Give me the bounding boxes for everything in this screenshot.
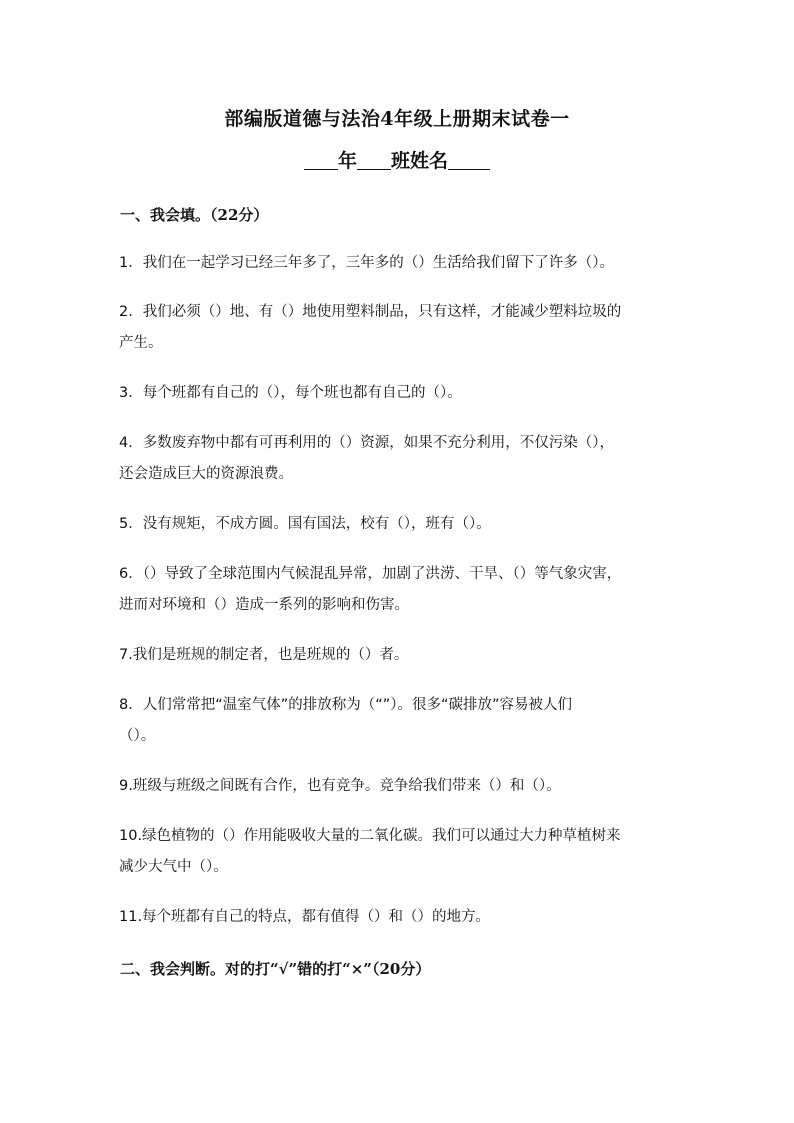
question-5 (119, 509, 679, 540)
section-1-heading: 一、我会填。（22分） (120, 206, 269, 224)
section-2-heading: 二、我会判断。对的打“√”错的打“×”（20分） (120, 960, 431, 978)
question-line: 5．没有规矩，不成方圆。国有国法，校有（），班有（）。 (119, 516, 491, 532)
question-line: 10.绿色植物的（）作用能吸收大量的二氧化碳。我们可以通过大力种草植树来 (119, 828, 621, 844)
question-line: 还会造成巨大的资源浪费。 (119, 466, 293, 482)
question-3 (119, 378, 679, 409)
question-line: 3．每个班都有自己的（），每个班也都有自己的（）。 (119, 385, 462, 401)
question-line: （）。 (119, 728, 156, 744)
question-1 (119, 248, 679, 279)
question-line: 9.班级与班级之间既有合作，也有竞争。竞争给我们带来（）和（）。 (119, 778, 561, 794)
question-line: 产生。 (119, 335, 163, 351)
grade-label: 年 (337, 150, 357, 172)
name-line (0, 146, 794, 173)
question-10 (119, 821, 679, 883)
question-7 (119, 640, 679, 671)
question-4 (119, 428, 679, 490)
question-2 (119, 297, 679, 359)
question-line: 11.每个班都有自己的特点，都有值得（）和（）的地方。 (119, 909, 491, 925)
question-11 (119, 902, 679, 933)
question-6 (119, 559, 679, 621)
question-9 (119, 771, 679, 802)
name-blank (448, 151, 490, 170)
question-line: 2．我们必须（）地、有（）地使用塑料制品，只有这样，才能减少塑料垃圾的 (119, 304, 622, 320)
grade-blank (304, 151, 338, 170)
question-line: 7.我们是班规的制定者，也是班规的（）者。 (119, 647, 409, 663)
question-line: 进而对环境和（）造成一系列的影响和伤害。 (119, 597, 409, 613)
question-line: 1．我们在一起学习已经三年多了，三年多的（）生活给我们留下了许多（）。 (119, 255, 614, 271)
question-line: 4．多数废弃物中都有可再利用的（）资源，如果不充分利用，不仅污染（）， (119, 435, 614, 451)
question-line: 8．人们常常把“温室气体”的排放称为（“”）。很多“碳排放”容易被人们 (119, 697, 573, 713)
question-line: 6．（）导致了全球范围内气候混乱异常，加剧了洪涝、干旱、（）等气象灾害， (119, 566, 622, 582)
question-line: 减少大气中（）。 (119, 859, 228, 875)
question-8 (119, 690, 679, 752)
class-blank (357, 151, 391, 170)
class-name-label: 班姓名 (391, 150, 449, 172)
exam-title: 部编版道德与法治4年级上册期末试卷一 (224, 108, 570, 130)
